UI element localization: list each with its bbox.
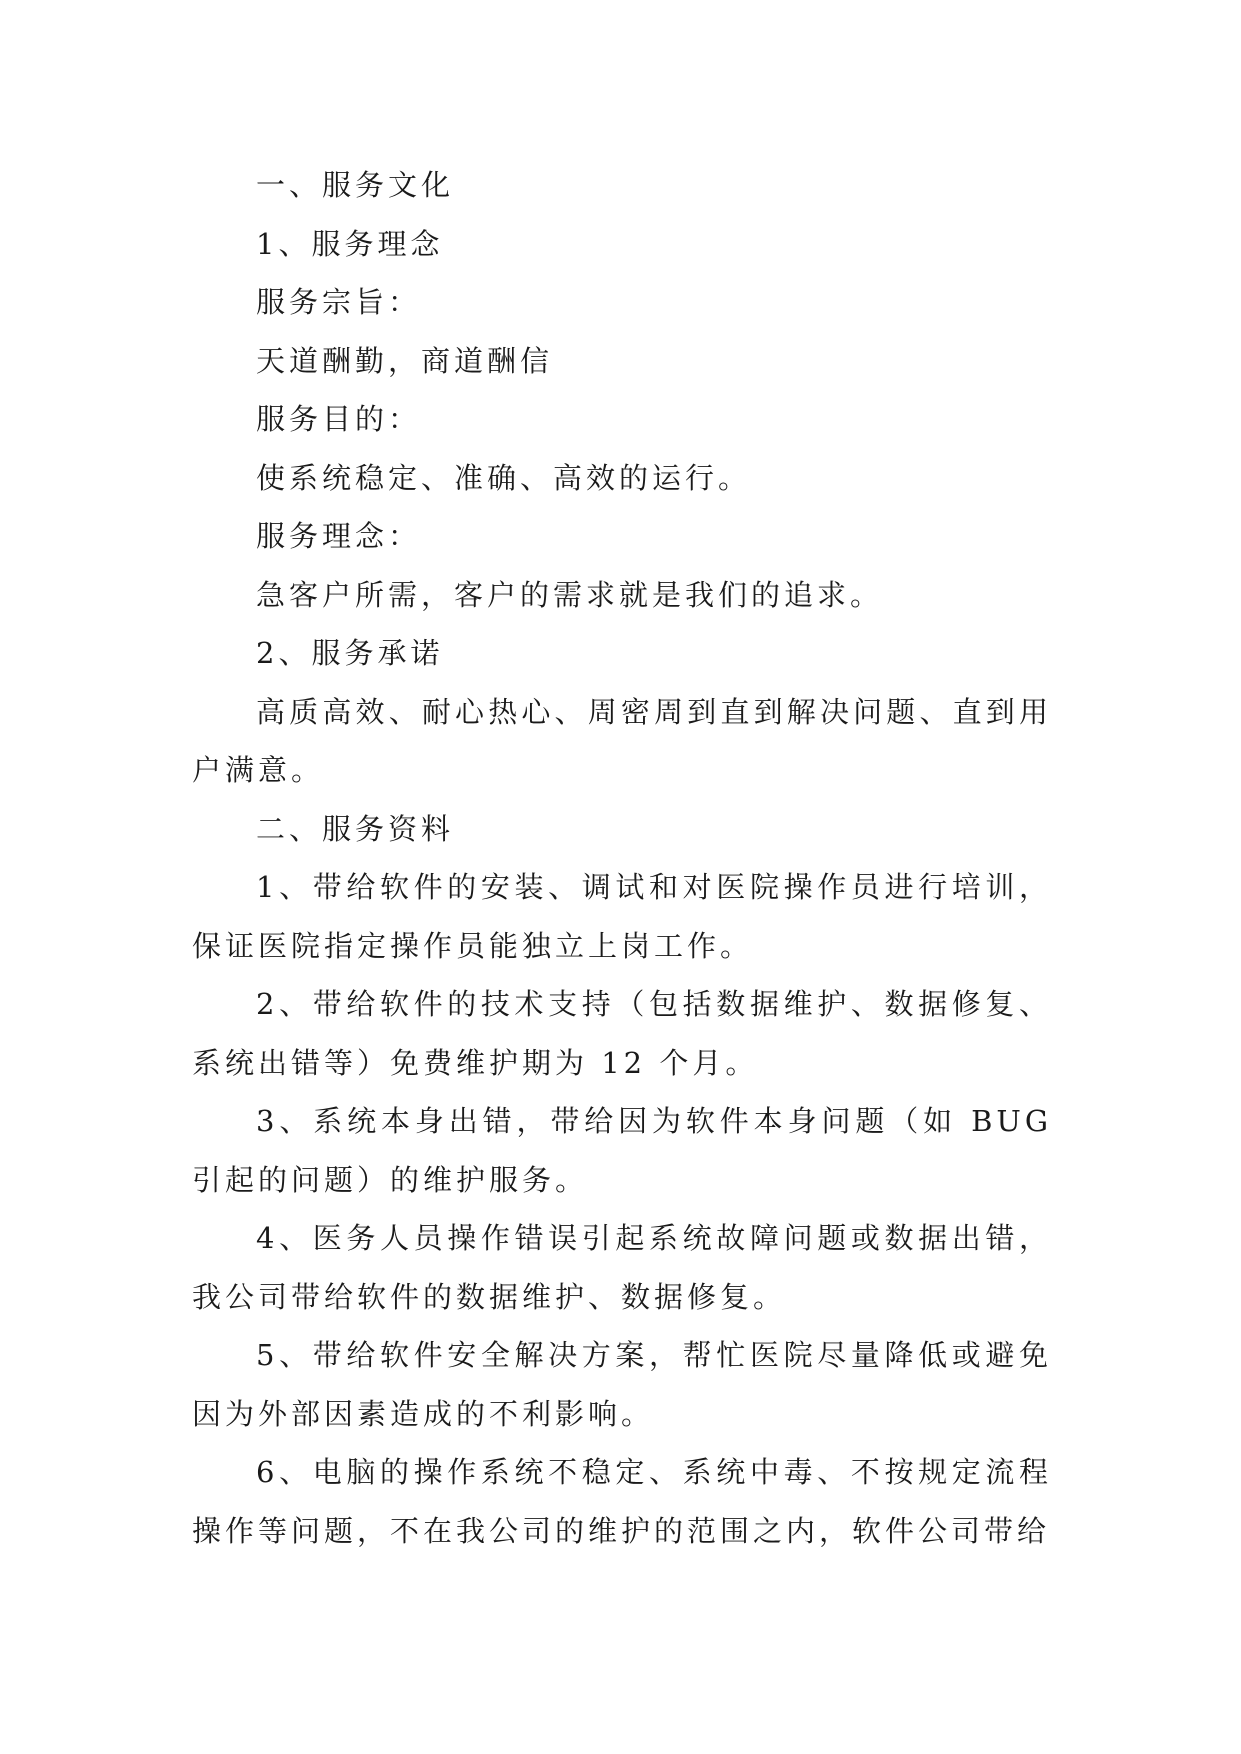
- document-body: [192, 156, 1052, 1560]
- subheading-service-philosophy: 1、服务理念: [256, 226, 444, 261]
- list-item-5: 5、带给软件安全解决方案，帮忙医院尽量降低或避免因为外部因素造成的不利影响。: [192, 1338, 1052, 1431]
- label-service-purpose: 服务目的：: [256, 402, 422, 436]
- label-service-concept: 服务理念：: [256, 519, 422, 553]
- text-service-purpose: 使系统稳定、准确、高效的运行。: [256, 460, 752, 495]
- text-service-commitment: 高质高效、耐心热心、周密周到直到解决问题、直到用户满意。: [192, 694, 1052, 787]
- section-heading-service-culture: 一、服务文化: [256, 168, 455, 202]
- text-service-concept: 急客户所需，客户的需求就是我们的追求。: [256, 577, 884, 612]
- list-item-3: 3、系统本身出错，带给因为软件本身问题（如 BUG 引起的问题）的维护服务。: [192, 1104, 1052, 1197]
- list-item-4: 4、医务人员操作错误引起系统故障问题或数据出错，我公司带给软件的数据维护、数据修复。: [192, 1221, 1052, 1314]
- list-item-6: 6、电脑的操作系统不稳定、系统中毒、不按规定流程操作等问题，不在我公司的维护的范围之内，软件公司带给: [192, 1455, 1052, 1548]
- subheading-service-commitment: 2、服务承诺: [256, 636, 444, 670]
- text-service-tenet: 天道酬勤，商道酬信: [256, 343, 554, 378]
- list-item-2: 2、带给软件的技术支持（包括数据维护、数据修复、系统出错等）免费维护期为 12 个月。: [192, 987, 1052, 1080]
- section-heading-service-content: 二、服务资料: [256, 811, 455, 846]
- label-service-tenet: 服务宗旨：: [256, 285, 422, 319]
- list-item-1: 1、带给软件的安装、调试和对医院操作员进行培训，保证医院指定操作员能独立上岗工作。: [192, 870, 1052, 963]
